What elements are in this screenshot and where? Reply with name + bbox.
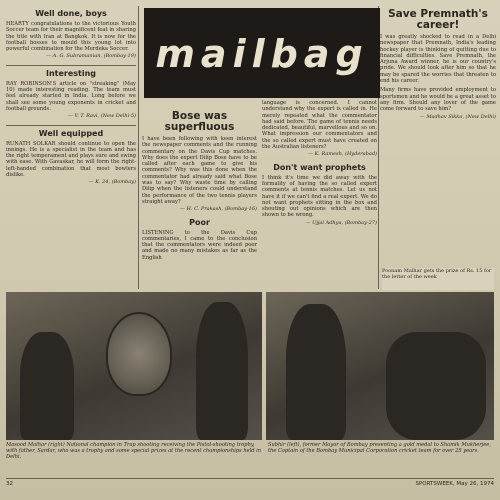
letters-column-2 <box>142 108 257 261</box>
letter-heading: Well equipped <box>38 128 104 138</box>
person-figure <box>196 302 248 440</box>
letter-signature: — A. G. Subramanian, (Bombay-19) <box>46 53 136 60</box>
person-figure <box>386 332 486 440</box>
letters-column-1 <box>6 6 136 191</box>
person-figure <box>286 304 346 440</box>
letter-body: HEARTY congratulations to the victorious Youth Soccer team for their magnificent feat in sharing the title with Iran at Bangkok. It is now for the football bosses to mould this young lot into powerful combination for the Merdeka Soccer. <box>6 21 136 53</box>
letter-signature: — H. C. Prakash, (Bombay-16) <box>179 206 257 213</box>
letter-signature: — V. T. Ravi, (New Delhi-5) <box>67 113 136 120</box>
letter-signature: — Ujjal Adhya, (Bombay-27) <box>305 219 377 226</box>
page-footer <box>6 478 494 487</box>
trophy-shield <box>106 312 172 396</box>
letter-body: Many firms have provided employment to sportsmen and he would be a great asset to any firm. Should any lover of the game come forward to save him? <box>380 87 496 113</box>
letter-body: RAY ROBINSON'S article on "streaking" (May 10) made interesting reading. The team must feel already started in India. Long before we shall see some young exponents in cricket and football grounds. <box>6 80 136 112</box>
letter-signature: — Madhav Sikka, (New Delhi) <box>419 113 496 120</box>
prize-note: Poonam Malhar gets the prize of Rs. 15 for the letter of the week <box>382 268 494 290</box>
mailbag-banner <box>144 8 380 98</box>
column-rule <box>138 6 139 289</box>
letter-body: LISTENING to the Davis Cup commentaries, I came to the conclusion that the commentators were indeed poor and made no many mistakes as far as the English <box>142 229 257 261</box>
publication-line: SPORTSWEEK, May 26, 1974 <box>415 481 494 487</box>
letter-body: I was greatly shocked to read in a Delhi newspaper that Premnath, India's leading hockey player is thinking of quitting due to financial difficulties. Save Premnath, the Arjuna Award winner, he is our country's pride. We should look after him so that he may be spared the worries that threaten to end his career. <box>380 34 496 85</box>
letter-body: I have been following with keen interest the newspaper comments and the running commentary on the Davis Cup matches. Why does the expert Dilip Bose have to be called after each game to give his comments? Why was this done when the commentator had already said what Bose was to say? Why waste time by calling Dilip when the listeners could understand the performance of the two tennis players straight away? <box>142 136 257 205</box>
letter-heading: Don't want prophets <box>273 162 366 172</box>
divider <box>6 65 136 66</box>
photo-shooting-trophy <box>6 292 262 440</box>
letter-heading: Well done, boys <box>35 9 107 18</box>
letters-column-4 <box>380 6 496 125</box>
letter-heading: Save Premnath's career! <box>388 8 488 31</box>
letters-column-3 <box>262 100 377 231</box>
letter-heading: Poor <box>189 217 210 227</box>
photo-caption: Masood Malhar (right) National champion in Trap shooting receiving the Pistol-shooting trophy, with father, Sardar, who was a trophy and some special prizes at the recent championships held in Delhi. <box>6 442 262 461</box>
letter-heading: Interesting <box>45 68 97 78</box>
divider <box>6 125 136 126</box>
person-figure <box>20 332 74 440</box>
page-number: 32 <box>6 481 13 487</box>
letter-heading: Bose was superfluous <box>164 110 235 133</box>
photo-caption: Subhir (left), former Mayor of Bombay presenting a gold medal to Shamik Mukherjee, the Captain of the Bombay Municipal Corporation cricket team for over 25 years. <box>268 442 491 455</box>
letter-signature: — K. 24, (Bombay) <box>88 179 136 186</box>
photo-medal-presentation <box>266 292 494 440</box>
letter-signature: — K. Ramesh, (Hyderabad) <box>307 151 377 158</box>
banner-title: mailbag <box>155 32 369 76</box>
letter-body: I think it's time we did away with the formality of having the so called expert comments at tennis matches. Let us not have it if we can't find a real expert. We do not want prophets sitting in the box and shouting out opinions which are then shown to be wrong. <box>262 174 377 219</box>
letter-body: RUNATH SOLKAR should continue to open the innings. He is a specialist in the team and has the right temperament and plays sure and swing with ease. With Gavaskar, he will form the right-left-handed combination that most bowlers dislike. <box>6 140 136 179</box>
letter-body: language is concerned. I cannot understand why the expert is called in. He merely repeated what the commentator had said before. The game of tennis needs dedicated, beautiful, marvellous and so on. What impression our commentators and the so called expert must have created on the Australian listeners? <box>262 100 377 151</box>
